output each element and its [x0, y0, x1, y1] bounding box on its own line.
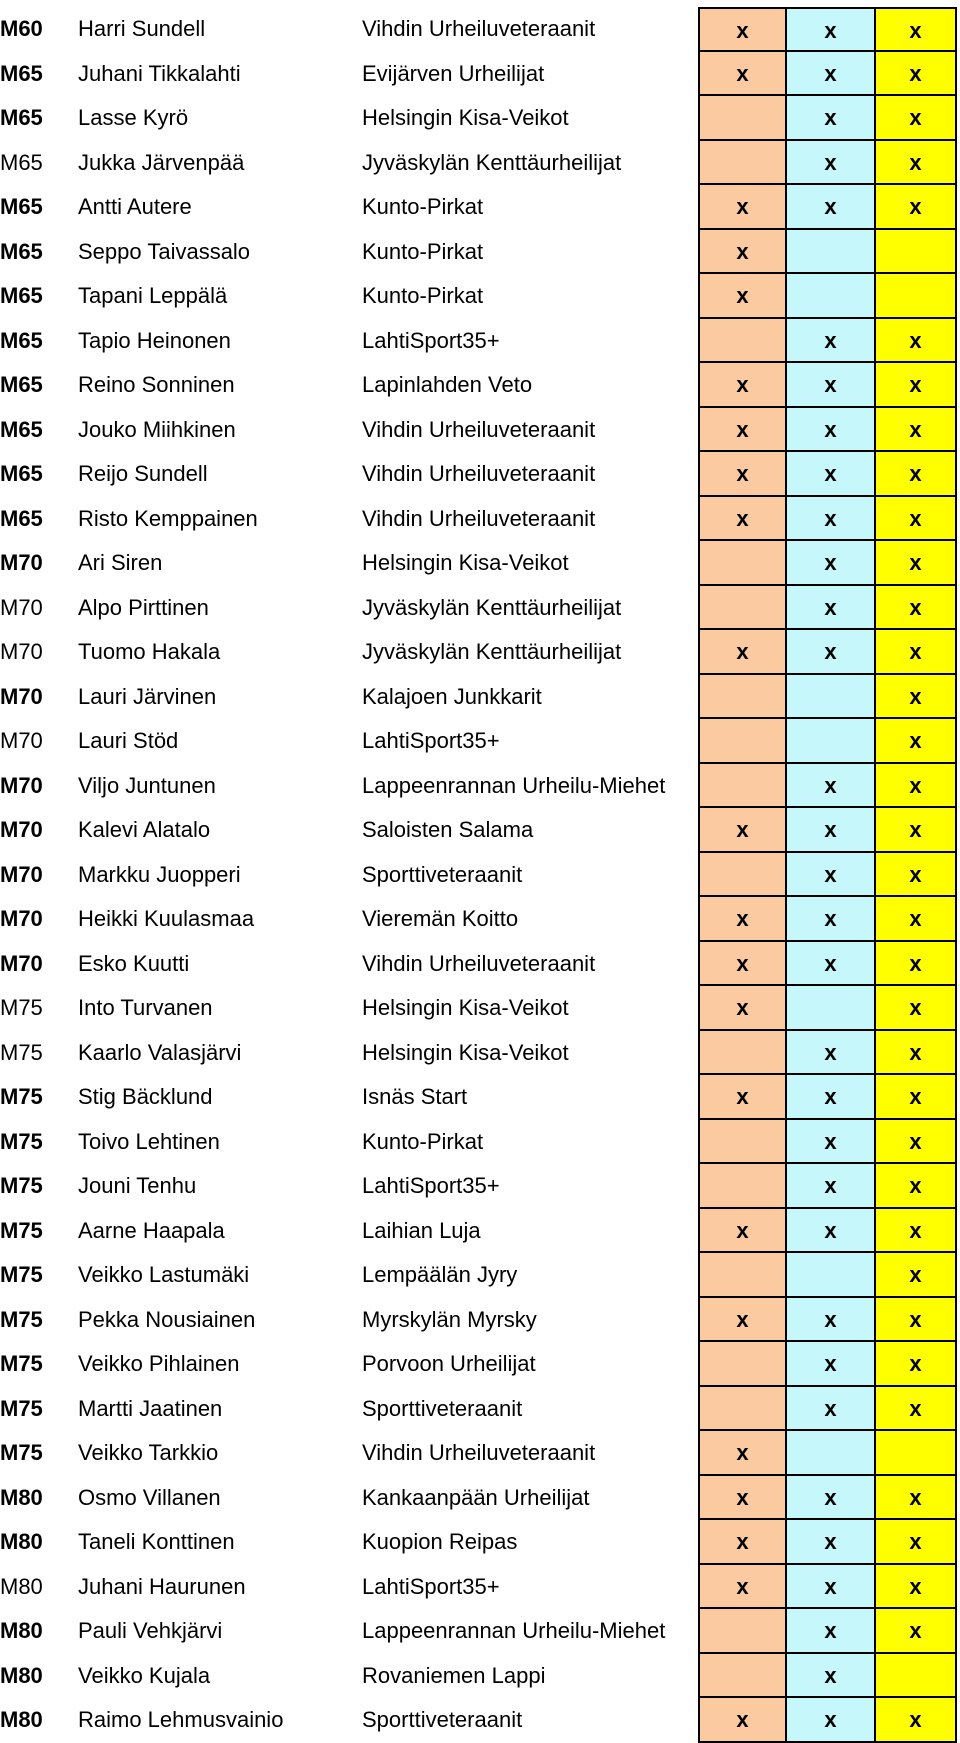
name-cell: Taneli Konttinen: [78, 1529, 235, 1554]
mark-cell-3: [876, 1654, 957, 1699]
mark-cell-3: x: [876, 7, 957, 52]
name-cell: Raimo Lehmusvainio: [78, 1707, 284, 1732]
mark-cell-2: x: [787, 630, 876, 675]
name-cell: Lauri Stöd: [78, 728, 179, 753]
mark-cell-2: x: [787, 1120, 876, 1165]
mark-cell-3: x: [876, 1342, 957, 1387]
name-cell: Reijo Sundell: [78, 461, 208, 486]
mark-cell-1: x: [698, 1075, 787, 1120]
name-cell: Tapani Leppälä: [78, 283, 228, 308]
mark-cell-1: [698, 1654, 787, 1699]
table-row: [0, 942, 960, 987]
name-cell: Lauri Järvinen: [78, 683, 217, 709]
mark-cell-3: x: [876, 808, 957, 853]
name-cell: Veikko Pihlainen: [78, 1351, 240, 1376]
name-cell: Osmo Villanen: [78, 1484, 221, 1510]
name-cell: Jouko Miihkinen: [78, 416, 236, 442]
mark-cell-3: x: [876, 986, 957, 1031]
mark-cell-3: x: [876, 764, 957, 809]
mark-cell-3: x: [876, 541, 957, 586]
class-cell: M65: [0, 194, 43, 219]
mark-cell-1: [698, 1031, 787, 1076]
table-row: [0, 1342, 960, 1387]
club-cell: Lappeenrannan Urheilu-Miehet: [362, 1618, 666, 1643]
mark-cell-2: x: [787, 1609, 876, 1654]
club-cell: Sporttiveteraanit: [362, 861, 523, 887]
table-row: [0, 96, 960, 141]
table-row: [0, 1520, 960, 1565]
mark-cell-3: [876, 230, 957, 275]
class-cell: M60: [0, 16, 43, 41]
club-cell: Kunto-Pirkat: [362, 283, 484, 308]
class-cell: M65: [0, 505, 43, 531]
class-cell: M70: [0, 861, 43, 887]
table-row: [0, 719, 960, 764]
mark-cell-2: x: [787, 319, 876, 364]
club-cell: Sporttiveteraanit: [362, 1707, 523, 1732]
mark-cell-1: [698, 764, 787, 809]
mark-cell-3: x: [876, 319, 957, 364]
mark-cell-2: x: [787, 52, 876, 97]
mark-cell-1: [698, 319, 787, 364]
class-cell: M75: [0, 1084, 43, 1109]
name-cell: Toivo Lehtinen: [78, 1128, 220, 1154]
table-row: [0, 497, 960, 542]
mark-cell-1: x: [698, 1298, 787, 1343]
mark-cell-1: x: [698, 185, 787, 230]
mark-cell-1: [698, 675, 787, 720]
mark-cell-3: x: [876, 942, 957, 987]
mark-cell-1: [698, 719, 787, 764]
name-cell: Antti Autere: [78, 194, 192, 219]
table-row: [0, 408, 960, 453]
class-cell: M75: [0, 1395, 43, 1421]
table-row: [0, 1253, 960, 1298]
mark-cell-1: x: [698, 363, 787, 408]
mark-cell-1: x: [698, 452, 787, 497]
mark-cell-1: x: [698, 942, 787, 987]
name-cell: Juhani Haurunen: [78, 1573, 246, 1599]
mark-cell-2: [787, 230, 876, 275]
class-cell: M65: [0, 372, 43, 397]
mark-cell-2: x: [787, 853, 876, 898]
name-cell: Tuomo Hakala: [78, 639, 221, 664]
club-cell: Helsingin Kisa-Veikot: [362, 995, 569, 1020]
mark-cell-3: [876, 1431, 957, 1476]
name-cell: Stig Bäcklund: [78, 1084, 213, 1109]
club-cell: Vihdin Urheiluveteraanit: [362, 950, 596, 976]
mark-cell-1: [698, 1387, 787, 1432]
mark-cell-1: [698, 1342, 787, 1387]
club-cell: Kuopion Reipas: [362, 1529, 518, 1554]
mark-cell-2: [787, 1431, 876, 1476]
mark-cell-1: x: [698, 52, 787, 97]
mark-cell-1: x: [698, 630, 787, 675]
club-cell: Sporttiveteraanit: [362, 1395, 523, 1421]
mark-cell-2: x: [787, 1387, 876, 1432]
table-row: [0, 1387, 960, 1432]
mark-cell-3: x: [876, 1698, 957, 1743]
table-row: [0, 808, 960, 853]
mark-cell-1: x: [698, 1520, 787, 1565]
mark-cell-2: x: [787, 1031, 876, 1076]
mark-cell-3: x: [876, 1253, 957, 1298]
table-row: [0, 1164, 960, 1209]
name-cell: Reino Sonninen: [78, 372, 235, 397]
club-cell: Laihian Luja: [362, 1217, 481, 1243]
name-cell: Harri Sundell: [78, 16, 206, 41]
class-cell: M80: [0, 1573, 43, 1599]
mark-cell-2: [787, 1253, 876, 1298]
mark-cell-2: x: [787, 1164, 876, 1209]
class-cell: M70: [0, 906, 43, 931]
mark-cell-1: x: [698, 230, 787, 275]
mark-cell-3: x: [876, 1387, 957, 1432]
mark-cell-3: x: [876, 1565, 957, 1610]
mark-cell-1: x: [698, 808, 787, 853]
mark-cell-2: x: [787, 1654, 876, 1699]
mark-cell-2: x: [787, 942, 876, 987]
mark-cell-3: x: [876, 630, 957, 675]
club-cell: Vihdin Urheiluveteraanit: [362, 416, 596, 442]
name-cell: Aarne Haapala: [78, 1217, 225, 1243]
name-cell: Pekka Nousiainen: [78, 1306, 256, 1332]
class-cell: M70: [0, 817, 43, 842]
mark-cell-1: x: [698, 408, 787, 453]
mark-cell-2: x: [787, 185, 876, 230]
mark-cell-1: x: [698, 897, 787, 942]
name-cell: Risto Kemppainen: [78, 505, 258, 531]
mark-cell-2: x: [787, 1698, 876, 1743]
club-cell: Evijärven Urheilijat: [362, 60, 545, 86]
club-cell: Porvoon Urheilijat: [362, 1351, 536, 1376]
club-cell: Rovaniemen Lappi: [362, 1662, 546, 1688]
class-cell: M65: [0, 60, 43, 86]
mark-cell-3: x: [876, 675, 957, 720]
name-cell: Veikko Lastumäki: [78, 1262, 250, 1287]
class-cell: M65: [0, 327, 43, 353]
mark-cell-3: x: [876, 586, 957, 631]
mark-cell-2: x: [787, 541, 876, 586]
name-cell: Ari Siren: [78, 550, 163, 575]
mark-cell-1: x: [698, 1209, 787, 1254]
class-cell: M70: [0, 772, 43, 798]
table-row: [0, 1565, 960, 1610]
table-row: [0, 274, 960, 319]
club-cell: Lappeenrannan Urheilu-Miehet: [362, 772, 666, 798]
name-cell: Esko Kuutti: [78, 950, 190, 976]
name-cell: Alpo Pirttinen: [78, 594, 209, 620]
table-row: [0, 1654, 960, 1699]
table-row: [0, 986, 960, 1031]
table-row: [0, 230, 960, 275]
name-cell: Pauli Vehkjärvi: [78, 1618, 223, 1643]
table-row: [0, 319, 960, 364]
mark-cell-2: x: [787, 7, 876, 52]
mark-cell-2: [787, 719, 876, 764]
mark-cell-2: x: [787, 808, 876, 853]
table-row: [0, 7, 960, 52]
mark-cell-3: x: [876, 1520, 957, 1565]
mark-cell-3: x: [876, 1031, 957, 1076]
name-cell: Veikko Tarkkio: [78, 1440, 219, 1465]
table-row: [0, 1209, 960, 1254]
club-cell: LahtiSport35+: [362, 1173, 500, 1198]
mark-cell-3: x: [876, 1075, 957, 1120]
mark-cell-1: [698, 586, 787, 631]
mark-cell-3: x: [876, 452, 957, 497]
mark-cell-3: x: [876, 1609, 957, 1654]
mark-cell-1: x: [698, 1565, 787, 1610]
club-cell: Isnäs Start: [362, 1084, 468, 1109]
mark-cell-2: x: [787, 586, 876, 631]
club-cell: Saloisten Salama: [362, 817, 534, 842]
table-row: [0, 897, 960, 942]
class-cell: M70: [0, 550, 43, 575]
mark-cell-1: x: [698, 497, 787, 542]
mark-cell-2: x: [787, 1476, 876, 1521]
mark-cell-2: x: [787, 141, 876, 186]
mark-cell-2: [787, 675, 876, 720]
class-cell: M70: [0, 728, 43, 753]
class-cell: M70: [0, 639, 43, 664]
name-cell: Lasse Kyrö: [78, 105, 189, 130]
mark-cell-2: x: [787, 1565, 876, 1610]
mark-cell-2: x: [787, 764, 876, 809]
mark-cell-1: [698, 1120, 787, 1165]
table-row: [0, 1431, 960, 1476]
mark-cell-2: [787, 274, 876, 319]
club-cell: LahtiSport35+: [362, 728, 500, 753]
mark-cell-3: x: [876, 1476, 957, 1521]
table-row: [0, 452, 960, 497]
club-cell: Myrskylän Myrsky: [362, 1306, 537, 1332]
class-cell: M65: [0, 238, 43, 264]
mark-cell-2: x: [787, 452, 876, 497]
name-cell: Jukka Järvenpää: [78, 149, 245, 175]
club-cell: Helsingin Kisa-Veikot: [362, 550, 569, 575]
table-row: [0, 541, 960, 586]
club-cell: Lapinlahden Veto: [362, 372, 533, 397]
mark-cell-3: x: [876, 363, 957, 408]
club-cell: Jyväskylän Kenttäurheilijat: [362, 639, 622, 664]
class-cell: M75: [0, 1217, 43, 1243]
class-cell: M75: [0, 1039, 43, 1065]
class-cell: M70: [0, 683, 43, 709]
mark-cell-1: [698, 541, 787, 586]
name-cell: Jouni Tenhu: [78, 1173, 197, 1198]
class-cell: M80: [0, 1662, 43, 1688]
mark-cell-1: [698, 1609, 787, 1654]
club-cell: Jyväskylän Kenttäurheilijat: [362, 149, 622, 175]
mark-cell-3: x: [876, 719, 957, 764]
table-row: [0, 1476, 960, 1521]
club-cell: Vihdin Urheiluveteraanit: [362, 1440, 596, 1465]
class-cell: M70: [0, 950, 43, 976]
club-cell: Helsingin Kisa-Veikot: [362, 105, 569, 130]
class-cell: M80: [0, 1529, 43, 1554]
class-cell: M75: [0, 1306, 43, 1332]
mark-cell-1: [698, 1253, 787, 1298]
mark-cell-1: [698, 1164, 787, 1209]
table-row: [0, 586, 960, 631]
name-cell: Tapio Heinonen: [78, 327, 231, 353]
name-cell: Seppo Taivassalo: [78, 238, 251, 264]
class-cell: M65: [0, 149, 43, 175]
table-row: [0, 52, 960, 97]
table-row: [0, 1031, 960, 1076]
club-cell: Vihdin Urheiluveteraanit: [362, 16, 596, 41]
mark-cell-3: x: [876, 1120, 957, 1165]
club-cell: Kalajoen Junkkarit: [362, 683, 542, 709]
mark-cell-1: [698, 96, 787, 141]
mark-cell-3: x: [876, 853, 957, 898]
name-cell: Martti Jaatinen: [78, 1395, 223, 1421]
class-cell: M75: [0, 1173, 43, 1198]
class-cell: M80: [0, 1484, 43, 1510]
table-row: [0, 185, 960, 230]
mark-cell-3: x: [876, 497, 957, 542]
name-cell: Into Turvanen: [78, 995, 213, 1020]
class-cell: M65: [0, 105, 43, 130]
mark-cell-2: x: [787, 497, 876, 542]
name-cell: Kalevi Alatalo: [78, 817, 211, 842]
club-cell: Vihdin Urheiluveteraanit: [362, 461, 596, 486]
class-cell: M65: [0, 283, 43, 308]
mark-cell-1: x: [698, 1476, 787, 1521]
club-cell: LahtiSport35+: [362, 327, 500, 353]
club-cell: Vieremän Koitto: [362, 906, 519, 931]
club-cell: Helsingin Kisa-Veikot: [362, 1039, 569, 1065]
table-row: [0, 1298, 960, 1343]
mark-cell-3: x: [876, 897, 957, 942]
class-cell: M75: [0, 1262, 43, 1287]
mark-cell-3: x: [876, 52, 957, 97]
mark-cell-3: x: [876, 408, 957, 453]
mark-cell-2: [787, 986, 876, 1031]
mark-cell-2: x: [787, 1342, 876, 1387]
mark-cell-2: x: [787, 96, 876, 141]
table-row: [0, 764, 960, 809]
mark-cell-1: x: [698, 274, 787, 319]
mark-cell-3: x: [876, 1164, 957, 1209]
club-cell: LahtiSport35+: [362, 1573, 500, 1599]
mark-cell-2: x: [787, 1075, 876, 1120]
mark-cell-3: x: [876, 96, 957, 141]
class-cell: M75: [0, 1440, 43, 1465]
class-cell: M75: [0, 1128, 43, 1154]
mark-cell-3: x: [876, 1298, 957, 1343]
table-row: [0, 363, 960, 408]
mark-cell-2: x: [787, 897, 876, 942]
mark-cell-2: x: [787, 1520, 876, 1565]
mark-cell-2: x: [787, 408, 876, 453]
club-cell: Kunto-Pirkat: [362, 194, 484, 219]
class-cell: M80: [0, 1707, 43, 1732]
table-row: [0, 1609, 960, 1654]
club-cell: Kankaanpään Urheilijat: [362, 1484, 590, 1510]
class-cell: M65: [0, 416, 43, 442]
class-cell: M70: [0, 594, 43, 620]
name-cell: Juhani Tikkalahti: [78, 60, 241, 86]
table-row: [0, 630, 960, 675]
mark-cell-1: x: [698, 986, 787, 1031]
name-cell: Veikko Kujala: [78, 1662, 211, 1688]
class-cell: M80: [0, 1618, 43, 1643]
table-row: [0, 675, 960, 720]
class-cell: M75: [0, 1351, 43, 1376]
table-row: [0, 1120, 960, 1165]
mark-cell-3: x: [876, 185, 957, 230]
mark-cell-2: x: [787, 1298, 876, 1343]
club-cell: Lempäälän Jyry: [362, 1262, 518, 1287]
club-cell: Kunto-Pirkat: [362, 1128, 484, 1154]
club-cell: Kunto-Pirkat: [362, 238, 484, 264]
mark-cell-1: x: [698, 1698, 787, 1743]
name-cell: Kaarlo Valasjärvi: [78, 1039, 242, 1065]
mark-cell-3: [876, 274, 957, 319]
mark-cell-1: [698, 853, 787, 898]
mark-cell-2: x: [787, 363, 876, 408]
name-cell: Markku Juopperi: [78, 861, 241, 887]
mark-cell-3: x: [876, 141, 957, 186]
name-cell: Heikki Kuulasmaa: [78, 906, 255, 931]
mark-cell-1: x: [698, 7, 787, 52]
mark-cell-1: [698, 141, 787, 186]
name-cell: Viljo Juntunen: [78, 772, 216, 798]
class-cell: M65: [0, 461, 43, 486]
mark-cell-2: x: [787, 1209, 876, 1254]
mark-cell-1: x: [698, 1431, 787, 1476]
table-row: [0, 1075, 960, 1120]
mark-cell-3: x: [876, 1209, 957, 1254]
table-row: [0, 853, 960, 898]
class-cell: M75: [0, 995, 43, 1020]
club-cell: Vihdin Urheiluveteraanit: [362, 505, 596, 531]
club-cell: Jyväskylän Kenttäurheilijat: [362, 594, 622, 620]
table-row: [0, 1698, 960, 1743]
table-row: [0, 141, 960, 186]
